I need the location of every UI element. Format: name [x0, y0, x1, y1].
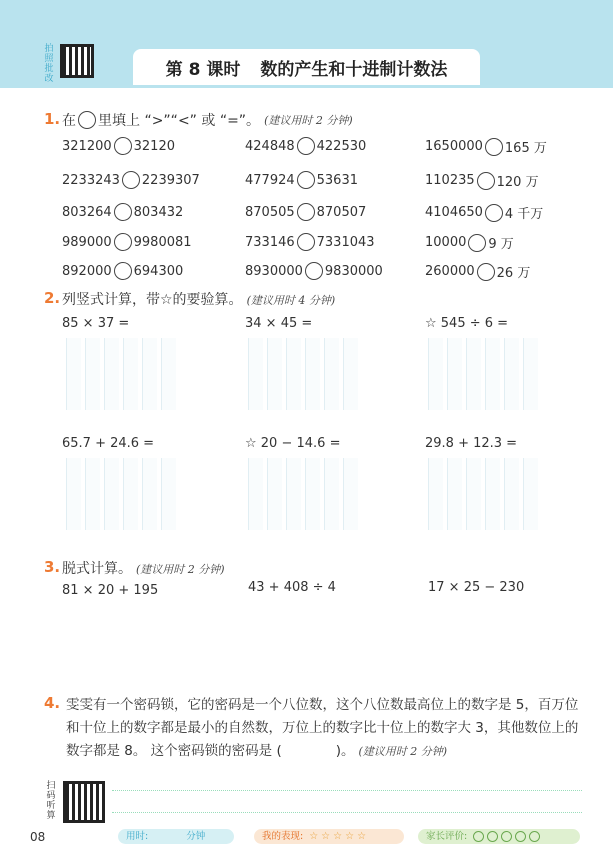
- comparison-item: [245, 137, 366, 155]
- comparison-item: [62, 171, 200, 189]
- star-icon[interactable]: ☆: [357, 831, 367, 842]
- left-number: 870505: [245, 204, 295, 220]
- page-title: [133, 49, 480, 85]
- answer-circle[interactable]: [297, 233, 315, 251]
- photo-grade-label: 拍照批改: [44, 44, 54, 84]
- answer-circle[interactable]: [297, 137, 315, 155]
- right-number: 9980081: [133, 234, 192, 250]
- time-unit: 分钟: [186, 831, 206, 842]
- performance-label: 我的表现:: [262, 831, 304, 842]
- answer-line[interactable]: [112, 812, 582, 813]
- answer-circle[interactable]: [468, 234, 486, 252]
- right-number: 2239307: [141, 172, 200, 188]
- comparison-item: [425, 262, 530, 281]
- vertical-calc-area[interactable]: [248, 458, 362, 530]
- comparison-item: [62, 233, 192, 251]
- star-icon[interactable]: ☆: [321, 831, 331, 842]
- smiley-icon[interactable]: [487, 831, 498, 842]
- time-label: 用时:: [126, 831, 149, 842]
- right-number: 53631: [316, 172, 358, 188]
- right-number: 4 千万: [504, 207, 544, 222]
- left-number: 321200: [62, 138, 112, 154]
- question-1-prompt: [62, 110, 353, 130]
- lesson-number: 第 8 课时: [165, 59, 241, 80]
- q4-end: )。: [335, 743, 355, 759]
- answer-circle[interactable]: [477, 263, 495, 281]
- answer-circle[interactable]: [114, 262, 132, 280]
- answer-circle[interactable]: [305, 262, 323, 280]
- star-icon[interactable]: ☆: [309, 831, 319, 842]
- calc-item: ☆ 545 ÷ 6 =: [425, 316, 509, 331]
- qr-code-icon[interactable]: [63, 781, 105, 823]
- vertical-calc-area[interactable]: [66, 458, 180, 530]
- left-number: 803264: [62, 204, 112, 220]
- comparison-item: [245, 262, 383, 280]
- right-number: 9830000: [324, 263, 383, 279]
- left-number: 260000: [425, 264, 475, 279]
- comparison-item: [62, 137, 175, 155]
- comparison-item: [245, 171, 358, 189]
- right-number: 422530: [316, 138, 367, 154]
- star-icon[interactable]: ☆: [345, 831, 355, 842]
- left-number: 989000: [62, 234, 112, 250]
- right-number: 26 万: [496, 266, 531, 281]
- question-4-number: 4.: [44, 694, 61, 712]
- q1-text-a: 在: [62, 113, 76, 129]
- right-number: 803432: [133, 204, 184, 220]
- answer-line[interactable]: [112, 790, 582, 791]
- left-number: 424848: [245, 138, 295, 154]
- calc-item: ☆ 20 − 14.6 =: [245, 436, 341, 451]
- answer-circle[interactable]: [297, 203, 315, 221]
- performance-rating[interactable]: [254, 829, 404, 844]
- q3-text: 脱式计算。: [62, 561, 132, 577]
- right-number: 870507: [316, 204, 367, 220]
- calc-item: 81 × 20 + 195: [62, 583, 159, 598]
- question-2-number: 2.: [44, 289, 61, 307]
- answer-circle[interactable]: [114, 137, 132, 155]
- left-number: 2233243: [62, 172, 120, 188]
- comparison-item: [245, 203, 366, 221]
- right-number: 165 万: [504, 141, 547, 156]
- smiley-icon[interactable]: [473, 831, 484, 842]
- smiley-icon[interactable]: [529, 831, 540, 842]
- q1-text-b: 里填上 “>”“<” 或 “=”。: [98, 113, 261, 129]
- question-2-prompt: [62, 289, 335, 309]
- comparison-item: [425, 233, 514, 252]
- time-used-field[interactable]: [118, 829, 234, 844]
- circle-icon: [78, 111, 96, 129]
- left-number: 1650000: [425, 139, 483, 154]
- q4-body: 雯雯有一个密码锁，它的密码是一个八位数，这个八位数最高位上的数字是 5，百万位和十位上的数字都是最小的自然数，万位上的数字比十位上的数字大 3，其他数位上的数字都是 8。 这个密码锁的密码是 (: [66, 697, 579, 759]
- vertical-calc-area[interactable]: [428, 338, 542, 410]
- right-number: 120 万: [496, 175, 539, 190]
- parent-rating-label: 家长评价:: [426, 831, 468, 842]
- lesson-title: 数的产生和十进制计数法: [260, 59, 448, 80]
- vertical-calc-area[interactable]: [66, 338, 180, 410]
- answer-circle[interactable]: [114, 233, 132, 251]
- parent-rating[interactable]: [418, 829, 580, 844]
- calc-item: 43 + 408 ÷ 4: [248, 580, 336, 595]
- left-number: 892000: [62, 263, 112, 279]
- calc-item: 65.7 + 24.6 =: [62, 436, 155, 451]
- right-number: 7331043: [316, 234, 375, 250]
- smiley-icon[interactable]: [501, 831, 512, 842]
- answer-circle[interactable]: [477, 172, 495, 190]
- left-number: 477924: [245, 172, 295, 188]
- left-number: 8930000: [245, 263, 303, 279]
- right-number: 9 万: [488, 237, 514, 252]
- comparison-item: [245, 233, 375, 251]
- comparison-item: [62, 262, 183, 280]
- comparison-item: [425, 203, 543, 222]
- answer-circle[interactable]: [297, 171, 315, 189]
- comparison-item: [62, 203, 183, 221]
- comparison-item: [425, 137, 547, 156]
- left-number: 4104650: [425, 205, 483, 220]
- vertical-calc-area[interactable]: [428, 458, 542, 530]
- page-number: 08: [30, 830, 46, 844]
- answer-circle[interactable]: [122, 171, 140, 189]
- calc-item: 17 × 25 − 230: [428, 580, 525, 595]
- comparison-item: [425, 171, 539, 190]
- answer-circle[interactable]: [485, 204, 503, 222]
- left-number: 733146: [245, 234, 295, 250]
- star-icon[interactable]: ☆: [333, 831, 343, 842]
- smiley-icon[interactable]: [515, 831, 526, 842]
- question-4-text: [66, 694, 586, 763]
- calc-item: 34 × 45 =: [245, 316, 313, 331]
- q4-hint: (建议用时 2 分钟): [358, 745, 448, 758]
- question-3-number: 3.: [44, 558, 61, 576]
- right-number: 694300: [133, 263, 184, 279]
- q3-hint: (建议用时 2 分钟): [136, 563, 225, 576]
- answer-circle[interactable]: [114, 203, 132, 221]
- left-number: 10000: [425, 235, 467, 250]
- q1-hint: (建议用时 2 分钟): [264, 114, 353, 127]
- scan-listen-label: 扫码听算: [46, 781, 56, 821]
- calc-item: 29.8 + 12.3 =: [425, 436, 518, 451]
- q2-hint: (建议用时 4 分钟): [246, 294, 336, 307]
- question-3-prompt: [62, 558, 225, 578]
- vertical-calc-area[interactable]: [248, 338, 362, 410]
- question-1-number: 1.: [44, 110, 61, 128]
- answer-circle[interactable]: [485, 138, 503, 156]
- q2-text: 列竖式计算，带☆的要验算。: [62, 292, 243, 308]
- calc-item: 85 × 37 =: [62, 316, 130, 331]
- qr-code-icon[interactable]: [60, 44, 94, 78]
- left-number: 110235: [425, 173, 475, 188]
- right-number: 32120: [133, 138, 175, 154]
